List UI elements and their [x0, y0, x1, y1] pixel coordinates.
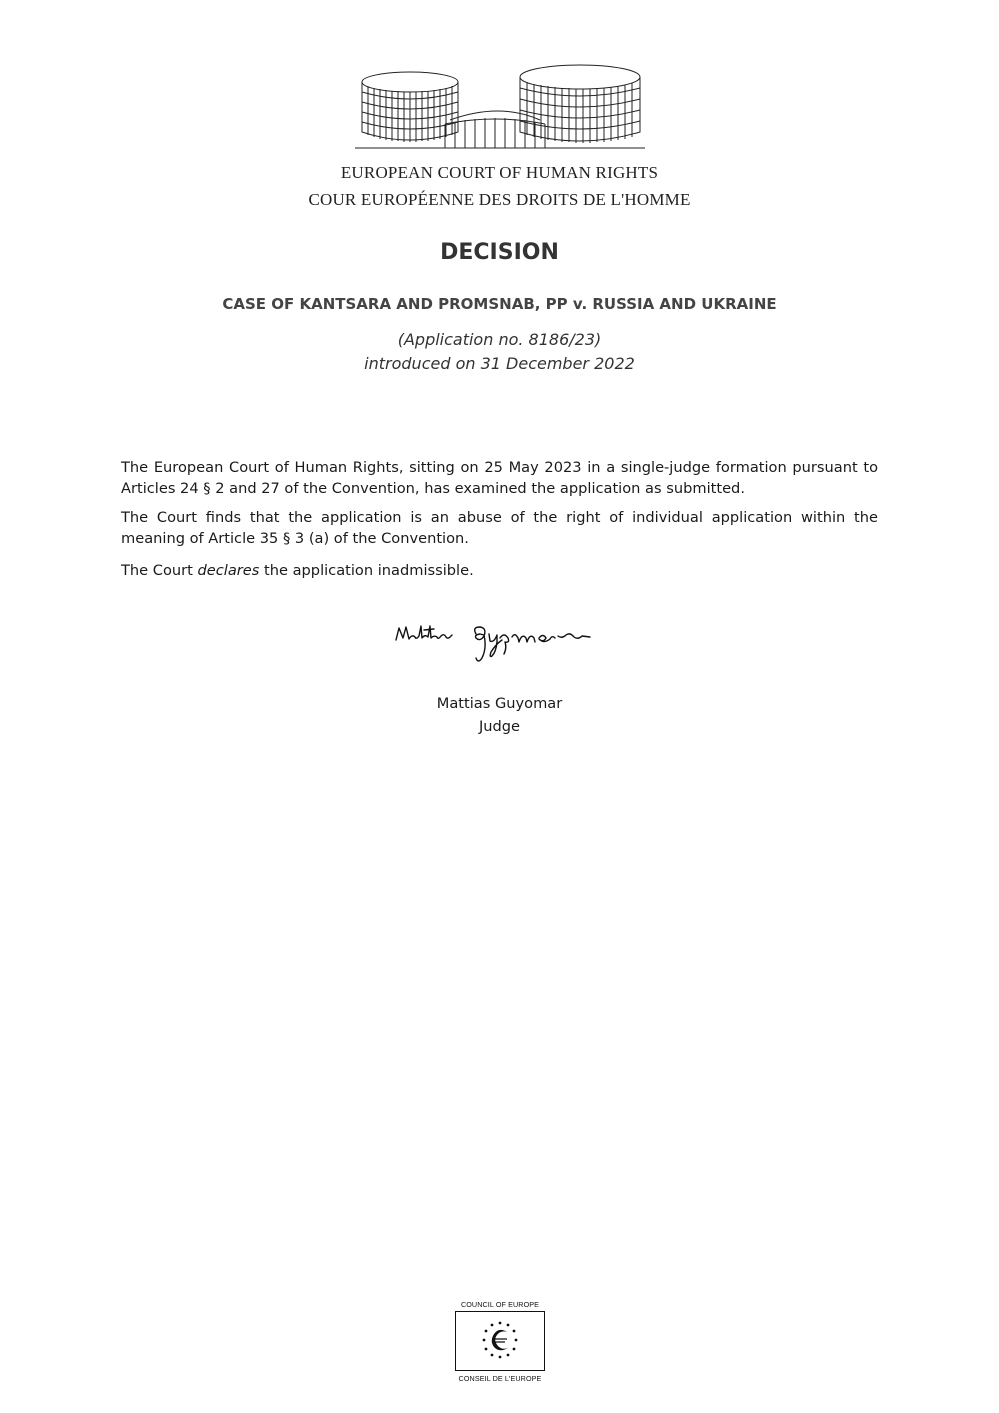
paragraph-finding: The Court finds that the application is an abuse of the right of individual application within the meaning of Article 35 § 3 (a) of the Convention. [121, 509, 878, 547]
court-name-english: EUROPEAN COURT OF HUMAN RIGHTS [340, 163, 659, 182]
judge-name: Mattias Guyomar [436, 695, 563, 712]
council-name-english: COUNCIL OF EUROPE [460, 1300, 540, 1309]
document-title: DECISION [440, 240, 559, 265]
council-of-europe-emblem-icon [455, 1311, 545, 1371]
court-name-french: COUR EUROPÉENNE DES DROITS DE L'HOMME [308, 190, 691, 209]
declaration-text-end: the application inadmissible. [259, 562, 474, 579]
introduced-date: introduced on 31 December 2022 [364, 354, 635, 373]
case-title: CASE OF KANTSARA AND PROMSNAB, PP v. RUSSIA AND UKRAINE [222, 295, 777, 313]
paragraph-declaration [121, 560, 878, 581]
council-name-french: CONSEIL DE L'EUROPE [458, 1374, 542, 1383]
judge-title: Judge [478, 718, 521, 735]
application-number: (Application no. 8186/23) [397, 330, 602, 349]
paragraph-formation: The European Court of Human Rights, sitting on 25 May 2023 in a single-judge formation pursuant to Articles 24 § 2 and 27 of the Convention, has examined the application as submitted. [121, 459, 878, 497]
judge-signature [392, 618, 607, 668]
court-building-icon [355, 62, 645, 152]
declaration-emphasis: declares [197, 562, 260, 579]
declaration-text-start: The Court [121, 562, 198, 579]
council-of-europe-logo [448, 1300, 552, 1385]
